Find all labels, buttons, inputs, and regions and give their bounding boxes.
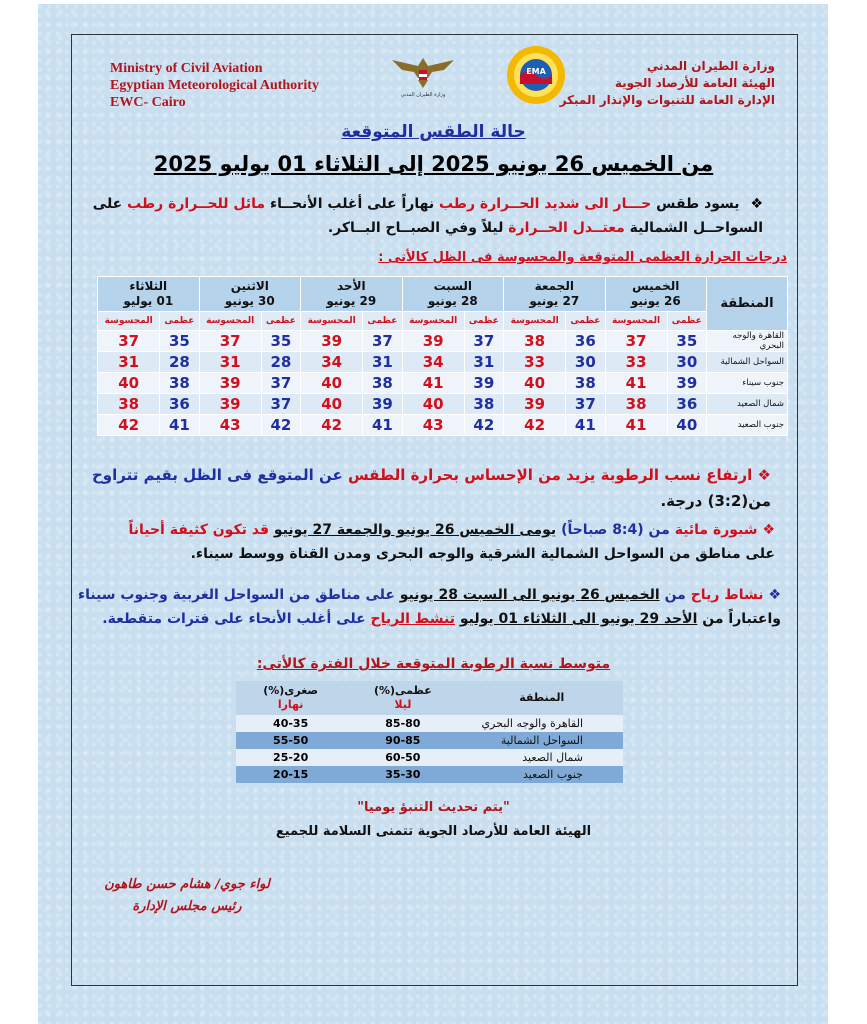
intro-text: على السواحــل الشمالية [92, 196, 763, 236]
note-text: شبورة مائية [674, 522, 758, 538]
felt-label: المحسوسة [504, 312, 566, 331]
bullet-icon: ❖ [768, 587, 781, 603]
felt-temp: 37 [98, 331, 160, 352]
felt-temp: 38 [98, 394, 160, 415]
hum-min-header: صغرى(%) نهارا [236, 681, 345, 715]
max-temp: 37 [363, 331, 402, 352]
signature [102, 874, 272, 918]
felt-temp: 38 [605, 394, 667, 415]
header-arabic [560, 58, 775, 109]
update-notice: "يتم تحديث التنبؤ يوميا" [357, 800, 510, 815]
felt-temp: 39 [504, 394, 566, 415]
signature-name: لواء جوي/ هشام حسن طاهون [104, 877, 270, 892]
felt-temp: 39 [199, 394, 261, 415]
bullet-icon: ❖ [757, 466, 771, 484]
felt-temp: 42 [301, 415, 363, 436]
max-temp: 41 [566, 415, 605, 436]
region-name: جنوب الصعيد [707, 415, 788, 436]
ministry-eagle-logo [388, 52, 458, 104]
max-temp: 42 [464, 415, 503, 436]
region-name: القاهرة والوجه البحري [707, 331, 788, 352]
felt-temp: 40 [402, 394, 464, 415]
note-text: من [664, 587, 686, 603]
note-text: على أغلب الأنحاء على فترات متقطعة. [102, 611, 366, 627]
table-row [98, 373, 788, 394]
table-row: السواحل الشمالية 90-85 55-50 [236, 732, 623, 749]
table-row [98, 331, 788, 352]
day-header: الخميس 26 يونيو [605, 277, 706, 312]
note-text: قد تكون كثيفة أحياناً [128, 522, 269, 538]
felt-temp: 31 [199, 352, 261, 373]
max-temp: 31 [464, 352, 503, 373]
intro-paragraph [63, 192, 763, 240]
max-temp: 38 [464, 394, 503, 415]
hum-region-header: المنطقة [460, 681, 623, 715]
temps-heading: درجات الحرارة العظمى المتوقعة والمحسوسة فى الظل كالأتى : [378, 250, 787, 265]
max-temp: 38 [160, 373, 199, 394]
wind-note [61, 583, 781, 631]
max-temp: 30 [667, 352, 706, 373]
header-english [110, 60, 319, 111]
day-header: السبت 28 يونيو [402, 277, 503, 312]
table-row [98, 415, 788, 436]
logo-eagle-caption: وزارة الطيران المدني [400, 92, 446, 98]
felt-temp: 31 [98, 352, 160, 373]
intro-text: مائل للحــرارة رطب [127, 196, 266, 212]
temperature-table [97, 276, 788, 436]
felt-temp: 43 [199, 415, 261, 436]
max-temp: 37 [261, 373, 300, 394]
felt-temp: 39 [402, 331, 464, 352]
max-temp: 39 [667, 373, 706, 394]
table-row: جنوب الصعيد 35-30 20-15 [236, 766, 623, 783]
felt-temp: 37 [605, 331, 667, 352]
hum-max-header: عظمى(%) ليلا [345, 681, 460, 715]
max-temp: 31 [363, 352, 402, 373]
max-temp: 30 [566, 352, 605, 373]
max-label: عظمى [363, 312, 402, 331]
note-text: تنشط الرياح [370, 611, 455, 627]
header-ar-line: الإدارة العامة للتنبوات والإنذار المبكر [559, 93, 775, 107]
felt-temp: 41 [402, 373, 464, 394]
header-en-line: Egyptian Meteorological Authority [110, 78, 319, 93]
region-name: السواحل الشمالية [707, 352, 788, 373]
fog-note [75, 518, 775, 566]
felt-label: المحسوسة [98, 312, 160, 331]
max-label: عظمى [566, 312, 605, 331]
note-text: على مناطق من السواحل الغربية وجنوب سيناء [77, 587, 395, 603]
felt-temp: 34 [301, 352, 363, 373]
max-temp: 28 [160, 352, 199, 373]
max-temp: 36 [160, 394, 199, 415]
max-temp: 40 [667, 415, 706, 436]
max-temp: 37 [464, 331, 503, 352]
max-label: عظمى [261, 312, 300, 331]
table-row: القاهرة والوجه البحري 85-80 40-35 [236, 715, 623, 732]
felt-label: المحسوسة [605, 312, 667, 331]
humidity-feel-note [71, 462, 771, 514]
note-text: على مناطق من السواحل الشمالية الشرقية والوجه البحرى ومدن القناة ووسط سيناء. [190, 546, 775, 562]
felt-label: المحسوسة [301, 312, 363, 331]
felt-label: المحسوسة [402, 312, 464, 331]
region-header: المنطقة [707, 277, 788, 331]
region-name: جنوب سيناء [707, 373, 788, 394]
max-temp: 39 [464, 373, 503, 394]
felt-temp: 38 [504, 331, 566, 352]
max-temp: 38 [363, 373, 402, 394]
max-temp: 35 [160, 331, 199, 352]
note-text: واعتباراً من [702, 611, 781, 627]
felt-temp: 41 [605, 373, 667, 394]
max-temp: 38 [566, 373, 605, 394]
felt-temp: 33 [504, 352, 566, 373]
header-en-line: EWC- Cairo [110, 95, 186, 110]
max-temp: 42 [261, 415, 300, 436]
max-label: عظمى [160, 312, 199, 331]
felt-temp: 39 [301, 331, 363, 352]
day-header: الأحد 29 يونيو [301, 277, 402, 312]
intro-text: معتــدل الحــرارة [508, 220, 625, 236]
felt-temp: 42 [98, 415, 160, 436]
signature-title: رئيس مجلس الإدارة [132, 899, 242, 914]
felt-temp: 33 [605, 352, 667, 373]
humidity-table [236, 681, 623, 783]
max-temp: 37 [566, 394, 605, 415]
felt-temp: 39 [199, 373, 261, 394]
note-text: عن المتوقع فى الظل بقيم تتراوح [92, 466, 343, 484]
note-text: نشاط رياح [690, 587, 764, 603]
max-temp: 36 [667, 394, 706, 415]
felt-temp: 43 [402, 415, 464, 436]
max-temp: 41 [160, 415, 199, 436]
felt-temp: 34 [402, 352, 464, 373]
felt-temp: 42 [504, 415, 566, 436]
max-temp: 35 [667, 331, 706, 352]
day-header: الاثنين 30 يونيو [199, 277, 300, 312]
table-row [98, 352, 788, 373]
note-text: ارتفاع نسب الرطوبة يزيد من الإحساس بحرارة الطقس [347, 466, 753, 484]
note-text: من(3:2) درجة. [660, 492, 771, 510]
intro-text: ليلاً وفي الصبــاح البــاكر. [327, 220, 504, 236]
safety-wishes: الهيئة العامة للأرصاد الجوية تتمنى السلامة للجميع [275, 824, 592, 839]
intro-text: يسود طقس [656, 196, 740, 212]
bullet-icon: ❖ [750, 196, 763, 212]
note-text: الخميس 26 يونيو الى السبت 28 يونيو [399, 587, 660, 603]
note-text: من (8:4 صباحاً) [561, 522, 670, 538]
note-text: يومى الخميس 26 يونيو والجمعة 27 يونيو [273, 522, 557, 538]
max-temp: 28 [261, 352, 300, 373]
max-temp: 39 [363, 394, 402, 415]
max-label: عظمى [464, 312, 503, 331]
max-temp: 36 [566, 331, 605, 352]
intro-text: نهاراً على أغلب الأنحــاء [269, 196, 435, 212]
intro-text: حـــار الى شديد الحــرارة رطب [438, 196, 652, 212]
page-title: حالة الطقس المتوقعة [341, 122, 526, 142]
table-row: شمال الصعيد 60-50 25-20 [236, 749, 623, 766]
ema-sun-logo [505, 44, 567, 106]
humidity-heading: متوسط نسبة الرطوبة المتوقعة خلال الفترة كالأتى: [256, 656, 611, 672]
max-label: عظمى [667, 312, 706, 331]
felt-temp: 41 [605, 415, 667, 436]
felt-temp: 40 [301, 373, 363, 394]
felt-temp: 37 [199, 331, 261, 352]
max-temp: 37 [261, 394, 300, 415]
day-header: الجمعة 27 يونيو [504, 277, 605, 312]
felt-label: المحسوسة [199, 312, 261, 331]
felt-temp: 40 [504, 373, 566, 394]
felt-temp: 40 [98, 373, 160, 394]
logo-ema-text: EMA [526, 67, 546, 76]
region-name: شمال الصعيد [707, 394, 788, 415]
max-temp: 41 [363, 415, 402, 436]
header-ar-line: وزارة الطيران المدني [646, 59, 775, 73]
max-temp: 35 [261, 331, 300, 352]
note-text: الأحد 29 يونيو الى الثلاثاء 01 يوليو [459, 611, 698, 627]
header-en-line: Ministry of Civil Aviation [110, 61, 263, 76]
bullet-icon: ❖ [762, 522, 775, 538]
table-row [98, 394, 788, 415]
day-header: الثلاثاء 01 يوليو [98, 277, 200, 312]
header-ar-line: الهيئة العامة للأرصاد الجوية [614, 76, 775, 90]
felt-temp: 40 [301, 394, 363, 415]
forecast-date-range: من الخميس 26 يونيو 2025 إلى الثلاثاء 01 يوليو 2025 [153, 152, 714, 176]
